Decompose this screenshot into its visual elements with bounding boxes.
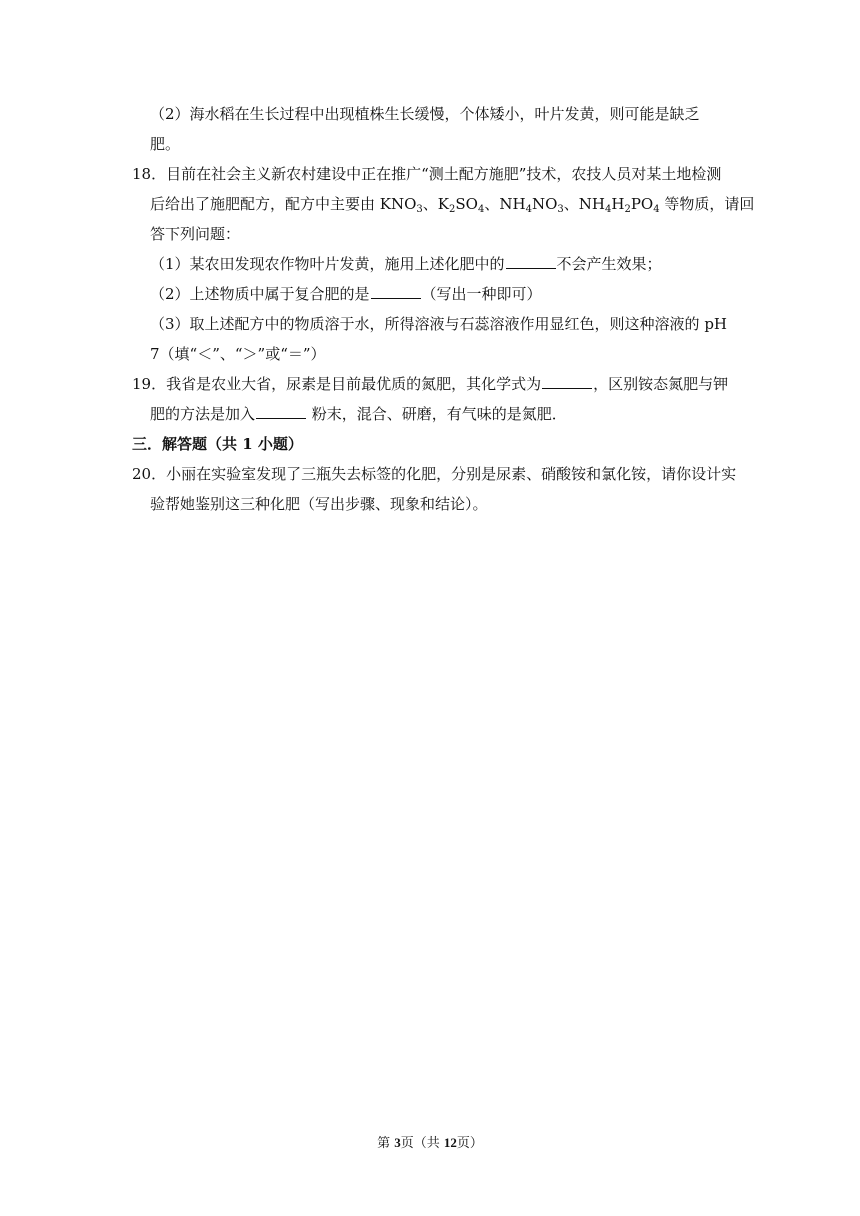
q18-line2: [150, 194, 754, 214]
q18-part3-line1: [150, 314, 727, 334]
subscript: 4: [525, 204, 532, 215]
section-heading: [132, 434, 303, 454]
answer-blank[interactable]: [542, 374, 592, 389]
formula-part: H: [611, 195, 625, 213]
page-footer: [0, 1132, 860, 1151]
answer-blank[interactable]: [256, 404, 306, 419]
q19-text-2b: 粉末，混合、研磨，有气味的是氮肥．: [307, 405, 567, 423]
q19-line1: [132, 374, 728, 394]
q17-part2-line1: [150, 104, 700, 124]
formula-part: NH: [578, 195, 605, 213]
q18-part2: [150, 284, 542, 304]
subscript: 2: [449, 204, 456, 215]
formula-part: PO: [630, 195, 654, 213]
q18-line1: [132, 164, 721, 184]
q20-line1: [132, 464, 736, 484]
q18-line3: [150, 224, 240, 244]
footer-text: 页）: [456, 1136, 483, 1151]
q18-text-2b: 等物质，请回: [659, 195, 755, 213]
q17-part2-line2: [150, 134, 180, 154]
formula-part: SO: [455, 195, 478, 213]
formula-part: NH: [499, 195, 526, 213]
q18-part1: [150, 254, 662, 274]
page-number: 3: [394, 1135, 401, 1150]
q19-text-2a: 肥的方法是加入: [150, 405, 256, 423]
answer-blank[interactable]: [506, 254, 556, 269]
footer-text: 页（共: [400, 1136, 444, 1151]
q18-part3-text-2: 7（填“＜”、“＞”或“＝”）: [150, 345, 326, 363]
q18-part3-text-1: （3）取上述配方中的物质溶于水，所得溶液与石蕊溶液作用显红色，则这种溶液的 pH: [150, 315, 727, 333]
section-heading-text: 三．解答题（共 1 小题）: [132, 435, 303, 453]
subscript: 4: [477, 204, 485, 215]
q19-text-1b: ，区别铵态氮肥与钾: [593, 375, 729, 393]
q20-line2: [150, 494, 488, 514]
q18-text-3: 答下列问题：: [150, 225, 241, 243]
q18-text-1: 18．目前在社会主义新农村建设中正在推广“测土配方施肥”技术，农技人员对某土地检测: [132, 165, 722, 183]
q18-part2-text-b: （写出一种即可）: [421, 285, 542, 303]
footer-text: 第: [377, 1136, 395, 1151]
q20-text-1: 20．小丽在实验室发现了三瓶失去标签的化肥，分别是尿素、硝酸铵和氯化铵，请你设计实: [132, 465, 737, 483]
q18-text-2a: 后给出了施肥配方，配方中主要由 KNO: [150, 195, 417, 213]
q18-part3-line2: [150, 344, 326, 364]
q20-text-2: 验帮她鉴别这三种化肥（写出步骤、现象和结论）。: [150, 495, 488, 513]
q18-part2-text-a: （2）上述物质中属于复合肥的是: [150, 285, 370, 303]
q19-text-1a: 19．我省是农业大省，尿素是目前最优质的氮肥，其化学式为: [132, 375, 542, 393]
separator: 、: [422, 195, 438, 213]
q18-part1-text-b: 不会产生效果；: [556, 255, 662, 273]
formula-part: NO: [531, 195, 558, 213]
separator: 、: [563, 195, 579, 213]
answer-blank[interactable]: [371, 284, 421, 299]
subscript: 3: [416, 204, 423, 215]
subscript: 2: [624, 204, 631, 215]
formula-part: K: [437, 195, 450, 213]
q19-line2: [150, 404, 567, 424]
q17-part2-text-1: （2）海水稻在生长过程中出现植株生长缓慢，个体矮小，叶片发黄，则可能是缺乏: [150, 105, 700, 123]
separator: 、: [484, 195, 500, 213]
subscript: 4: [605, 204, 612, 215]
q18-part1-text-a: （1）某农田发现农作物叶片发黄，施用上述化肥中的: [150, 255, 505, 273]
subscript: 3: [557, 204, 564, 215]
total-pages: 12: [443, 1135, 457, 1150]
subscript: 4: [653, 204, 660, 215]
q17-part2-text-2: 肥。: [150, 135, 181, 153]
